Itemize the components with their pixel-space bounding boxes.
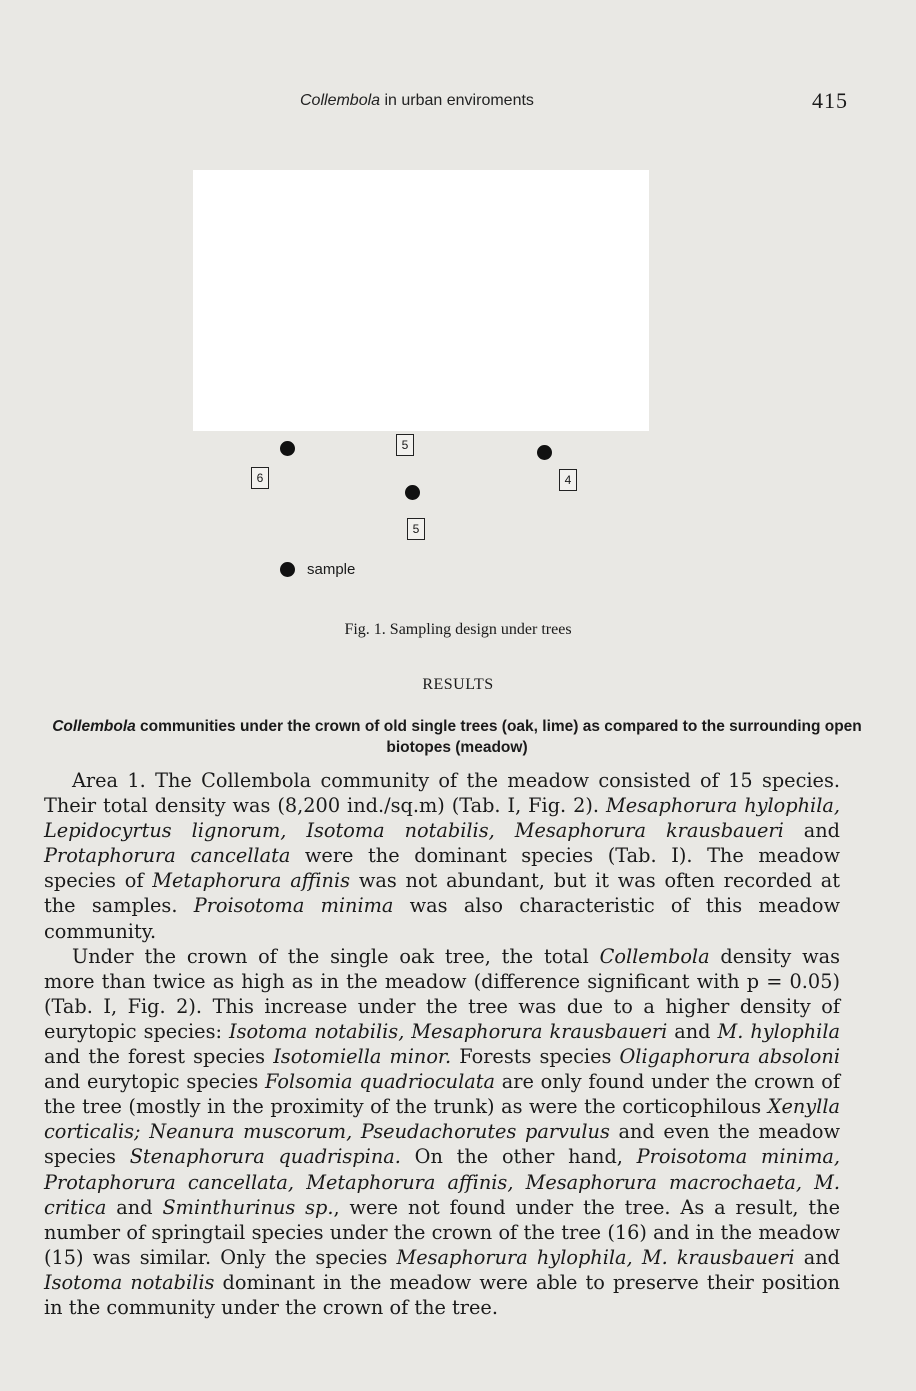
text-run: density was more than twice as high as in the meadow (difference significant with p = 0.05) (Tab. I, Fig. 2). This increase under the tree was due to a higher density of eurytopic species: (44, 944, 840, 1043)
text-run: , were not found under the tree. As a result, the number of springtail species under the crown of the tree (16) and in the meadow (15) was similar. Only the species (44, 1195, 840, 1269)
species-name: Proisotoma minima (193, 894, 394, 918)
text-run: and (794, 1245, 840, 1269)
sample-dot (405, 485, 420, 500)
species-name: Protaphorura cancellata (44, 844, 291, 868)
species-name: Mesaphorura hylophila, M. krausbaueri (396, 1245, 795, 1269)
text-run: was not abundant, but it was often recorded at the samples. (44, 869, 840, 918)
figure-caption: Fig. 1. Sampling design under trees (344, 621, 572, 638)
location-box-6: 6 (251, 467, 269, 489)
text-run: was also characteristic of this meadow community. (44, 894, 841, 943)
text-run: On the other hand, (400, 1145, 637, 1169)
species-name: Mesaphorura hylophila, Lepidocyrtus lignorum, Isotoma notabilis, Mesaphorura krausbaueri (44, 794, 841, 843)
species-name: Stenaphorura quadrispina. (129, 1145, 401, 1169)
running-title-rest: in urban enviroments (380, 92, 534, 109)
species-name: Isotoma notabilis, Mesaphorura krausbaueri (228, 1019, 668, 1043)
figure-photo-area (193, 170, 649, 431)
subheading-genus: Collembola (52, 718, 136, 735)
text-run: Area 1. The Collembola community of the meadow consisted of 15 species. Their total density was (8,200 ind./sq.m) (Tab. I, Fig. 2). (44, 769, 840, 818)
subheading-rest: communities under the crown of old single trees (oak, lime) as compared to the surrounding open biotopes (meadow) (135, 718, 862, 756)
text-run: were the dominant species (Tab. I). The meadow species of (44, 844, 840, 893)
paragraph (44, 944, 840, 1320)
species-name: Isotomiella minor. (273, 1045, 452, 1069)
species-name: Oligaphorura absoloni (619, 1045, 840, 1069)
subsection-heading (44, 716, 870, 758)
legend-label: sample (307, 561, 356, 578)
species-name: Xenylla corticalis; Neanura muscorum, Pseudachorutes parvulus (44, 1095, 840, 1144)
location-box-5-top: 5 (396, 434, 414, 456)
text-run: are only found under the crown of the tree (mostly in the proximity of the trunk) as were the corticophilous (44, 1070, 840, 1119)
text-run: and (783, 819, 840, 843)
text-run: dominant in the meadow were able to preserve their position in the community under the crown of the tree. (44, 1270, 840, 1319)
text-run: and the forest species (44, 1045, 274, 1069)
text-run: and even the meadow species (44, 1120, 841, 1169)
species-name: M. hylophila (717, 1019, 841, 1043)
running-title (300, 92, 534, 110)
species-name: Folsomia quadrioculata (265, 1070, 495, 1094)
location-box-5-bottom: 5 (407, 518, 425, 540)
paragraph (44, 768, 840, 944)
text-run: and (106, 1195, 163, 1219)
species-name: Proisotoma minima, Protaphorura cancellata, Metaphorura affinis, Mesaphorura macrochaeta, M. critica (44, 1145, 840, 1219)
legend-dot-icon (280, 562, 295, 577)
text-run: and (667, 1019, 718, 1043)
body-text (44, 768, 840, 1320)
sample-dot (280, 441, 295, 456)
sample-dot (537, 445, 552, 460)
location-box-4: 4 (559, 469, 577, 491)
section-heading: RESULTS (422, 676, 494, 693)
text-run: Under the crown of the single oak tree, the total (72, 944, 600, 968)
text-run: Forests species (451, 1045, 620, 1069)
species-name: Collembola (599, 944, 710, 968)
species-name: Sminthurinus sp. (162, 1195, 334, 1219)
species-name: Isotoma notabilis (44, 1270, 215, 1294)
species-name: Metaphorura affinis (152, 869, 351, 893)
text-run: and eurytopic species (44, 1070, 265, 1094)
running-title-genus: Collembola (300, 92, 381, 109)
page-number: 415 (812, 88, 848, 113)
